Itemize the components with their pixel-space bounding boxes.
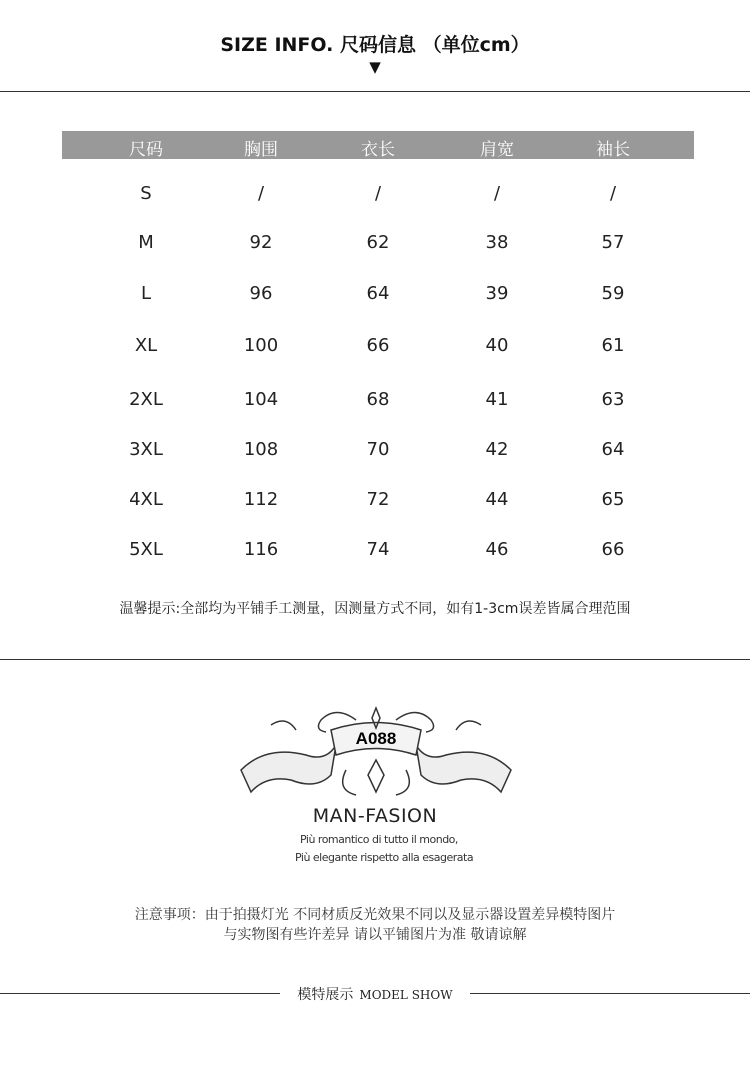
column-header: 胸围 [244, 140, 278, 160]
table-cell: S [140, 183, 152, 204]
caution-text: 与实物图有些许差异 请以平铺图片为准 敬请谅解 [223, 927, 527, 943]
table-cell: 100 [243, 335, 279, 356]
tagline: Più elegante rispetto alla esagerata [295, 851, 474, 864]
logo-code: A088 [355, 729, 397, 748]
table-cell: 61 [601, 335, 625, 356]
table-cell: 57 [601, 232, 625, 253]
model-show-en: MODEL SHOW [359, 988, 453, 1002]
table-cell: 64 [366, 283, 390, 304]
measurement-note: 温馨提示:全部均为平铺手工测量，因测量方式不同，如有1-3cm误差皆属合理范围 [119, 601, 631, 617]
table-cell: 70 [366, 439, 390, 460]
table-cell: M [138, 232, 154, 253]
table-cell: 72 [366, 489, 390, 510]
table-cell: 3XL [129, 439, 163, 460]
table-cell: 39 [485, 283, 509, 304]
table-cell: 42 [485, 439, 509, 460]
table-cell: 104 [243, 389, 279, 410]
table-cell: 68 [366, 389, 390, 410]
table-cell: 92 [249, 232, 273, 253]
caution-text: 注意事项：由于拍摄灯光 不同材质反光效果不同以及显示器设置差异模特图片 [134, 907, 616, 923]
table-cell: 5XL [129, 539, 163, 560]
table-cell: / [257, 183, 265, 204]
table-cell: 62 [366, 232, 390, 253]
tagline: Più romantico di tutto il mondo, [300, 833, 458, 846]
table-cell: 63 [601, 389, 625, 410]
column-header: 衣长 [361, 140, 395, 160]
model-show-cn: 模特展示 [297, 987, 354, 1003]
table-cell: L [140, 283, 152, 304]
table-cell: 74 [366, 539, 390, 560]
table-cell: 66 [366, 335, 390, 356]
column-header: 袖长 [596, 140, 630, 160]
size-info-title: SIZE INFO. 尺码信息 （单位cm） [220, 34, 530, 56]
table-cell: / [374, 183, 382, 204]
table-cell: 46 [485, 539, 509, 560]
brand-name: MAN-FASION [312, 805, 438, 827]
model-show-heading [280, 984, 470, 1004]
divider [0, 659, 750, 660]
table-cell: 2XL [129, 389, 163, 410]
ornamental-banner-logo [236, 700, 516, 820]
column-header: 肩宽 [480, 140, 514, 160]
table-cell: 38 [485, 232, 509, 253]
table-cell: 44 [485, 489, 509, 510]
table-cell: 65 [601, 489, 625, 510]
table-cell: 66 [601, 539, 625, 560]
divider [0, 91, 750, 92]
table-cell: 40 [485, 335, 509, 356]
table-cell: 112 [243, 489, 279, 510]
table-cell: 96 [249, 283, 273, 304]
column-header: 尺码 [129, 140, 163, 160]
table-cell: 108 [243, 439, 279, 460]
table-cell: / [609, 183, 617, 204]
table-cell: 116 [243, 539, 279, 560]
table-cell: / [493, 183, 501, 204]
table-cell: XL [134, 335, 158, 356]
table-cell: 4XL [129, 489, 163, 510]
size-table-header [62, 131, 694, 159]
table-cell: 41 [485, 389, 509, 410]
down-triangle-icon: ▼ [369, 58, 381, 76]
table-cell: 59 [601, 283, 625, 304]
table-cell: 64 [601, 439, 625, 460]
